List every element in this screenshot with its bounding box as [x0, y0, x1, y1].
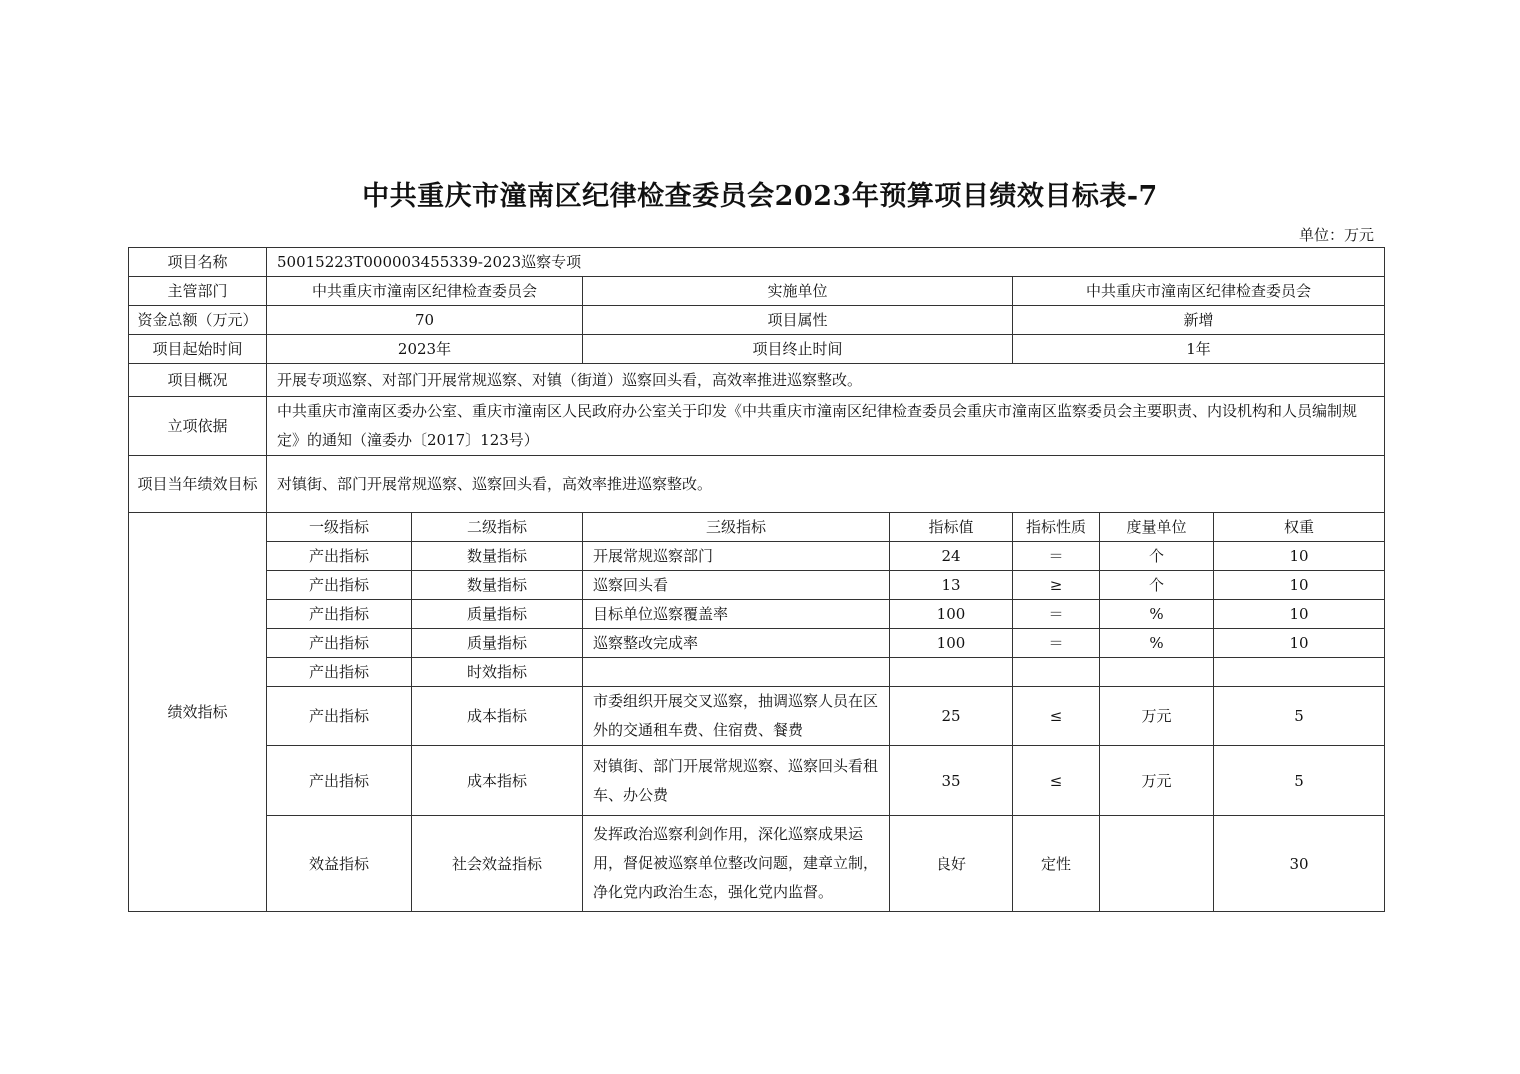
cell-nature: ＝ [1013, 542, 1100, 571]
cell-unit: 万元 [1100, 746, 1214, 816]
cell-l1: 效益指标 [267, 816, 412, 912]
cell-unit: 个 [1100, 542, 1214, 571]
row-fund [129, 306, 1385, 335]
table-row [129, 816, 1385, 912]
end-value: 1年 [1013, 335, 1385, 364]
cell-nature: ≤ [1013, 746, 1100, 816]
header-value: 指标值 [890, 513, 1013, 542]
cell-l3: 对镇街、部门开展常规巡察、巡察回头看租车、办公费 [583, 746, 890, 816]
perf-section-label: 绩效指标 [129, 513, 267, 912]
cell-value: 35 [890, 746, 1013, 816]
cell-weight [1214, 658, 1385, 687]
header-l3: 三级指标 [583, 513, 890, 542]
cell-value: 24 [890, 542, 1013, 571]
row-overview [129, 364, 1385, 397]
impl-label: 实施单位 [583, 277, 1013, 306]
cell-nature: ＝ [1013, 629, 1100, 658]
table-row [129, 571, 1385, 600]
cell-l2: 成本指标 [412, 746, 583, 816]
header-unit: 度量单位 [1100, 513, 1214, 542]
cell-l3: 市委组织开展交叉巡察，抽调巡察人员在区外的交通租车费、住宿费、餐费 [583, 687, 890, 746]
cell-unit [1100, 658, 1214, 687]
cell-nature [1013, 658, 1100, 687]
cell-l3 [583, 658, 890, 687]
cell-weight: 10 [1214, 571, 1385, 600]
cell-unit [1100, 816, 1214, 912]
dept-label: 主管部门 [129, 277, 267, 306]
fund-label: 资金总额（万元） [129, 306, 267, 335]
dept-value: 中共重庆市潼南区纪律检查委员会 [267, 277, 583, 306]
row-goal [129, 456, 1385, 513]
perf-header-row [129, 513, 1385, 542]
start-value: 2023年 [267, 335, 583, 364]
basis-value: 中共重庆市潼南区委办公室、重庆市潼南区人民政府办公室关于印发《中共重庆市潼南区纪律检查委员会重庆市潼南区监察委员会主要职责、内设机构和人员编制规定》的通知（潼委办〔2017〕123号） [267, 397, 1385, 456]
attr-value: 新增 [1013, 306, 1385, 335]
table-row [129, 746, 1385, 816]
table-row [129, 629, 1385, 658]
cell-l2: 质量指标 [412, 629, 583, 658]
goal-value: 对镇街、部门开展常规巡察、巡察回头看，高效率推进巡察整改。 [267, 456, 1385, 513]
table-row [129, 542, 1385, 571]
goal-label: 项目当年绩效目标 [129, 456, 267, 513]
row-dept [129, 277, 1385, 306]
header-weight: 权重 [1214, 513, 1385, 542]
cell-unit: 万元 [1100, 687, 1214, 746]
project-name-value: 50015223T000003455339-2023巡察专项 [267, 248, 1385, 277]
cell-nature: ≤ [1013, 687, 1100, 746]
cell-unit: % [1100, 629, 1214, 658]
attr-label: 项目属性 [583, 306, 1013, 335]
cell-nature: ≥ [1013, 571, 1100, 600]
header-nature: 指标性质 [1013, 513, 1100, 542]
table-row [129, 658, 1385, 687]
cell-value: 100 [890, 600, 1013, 629]
cell-value: 25 [890, 687, 1013, 746]
cell-value [890, 658, 1013, 687]
cell-nature: 定性 [1013, 816, 1100, 912]
cell-weight: 10 [1214, 600, 1385, 629]
table-row [129, 600, 1385, 629]
end-label: 项目终止时间 [583, 335, 1013, 364]
cell-l1: 产出指标 [267, 658, 412, 687]
row-basis [129, 397, 1385, 456]
cell-l3: 发挥政治巡察利剑作用，深化巡察成果运用，督促被巡察单位整改问题，建章立制，净化党内政治生态，强化党内监督。 [583, 816, 890, 912]
cell-weight: 10 [1214, 542, 1385, 571]
cell-l2: 质量指标 [412, 600, 583, 629]
cell-l3: 开展常规巡察部门 [583, 542, 890, 571]
row-time [129, 335, 1385, 364]
cell-weight: 5 [1214, 746, 1385, 816]
cell-l1: 产出指标 [267, 629, 412, 658]
cell-unit: % [1100, 600, 1214, 629]
cell-l1: 产出指标 [267, 746, 412, 816]
unit-label: 单位：万元 [1298, 226, 1374, 244]
impl-value: 中共重庆市潼南区纪律检查委员会 [1013, 277, 1385, 306]
cell-l2: 数量指标 [412, 571, 583, 600]
cell-l3: 目标单位巡察覆盖率 [583, 600, 890, 629]
cell-l2: 数量指标 [412, 542, 583, 571]
cell-nature: ＝ [1013, 600, 1100, 629]
cell-l2: 时效指标 [412, 658, 583, 687]
fund-value: 70 [267, 306, 583, 335]
start-label: 项目起始时间 [129, 335, 267, 364]
overview-value: 开展专项巡察、对部门开展常规巡察、对镇（街道）巡察回头看，高效率推进巡察整改。 [267, 364, 1385, 397]
cell-value: 良好 [890, 816, 1013, 912]
table-row [129, 687, 1385, 746]
project-name-label: 项目名称 [129, 248, 267, 277]
cell-l3: 巡察整改完成率 [583, 629, 890, 658]
performance-table [128, 247, 1385, 912]
row-project-name [129, 248, 1385, 277]
cell-l2: 社会效益指标 [412, 816, 583, 912]
cell-l1: 产出指标 [267, 687, 412, 746]
page-title: 中共重庆市潼南区纪律检查委员会2023年预算项目绩效目标表-7 [362, 181, 1158, 212]
basis-label: 立项依据 [129, 397, 267, 456]
cell-l1: 产出指标 [267, 600, 412, 629]
cell-unit: 个 [1100, 571, 1214, 600]
cell-weight: 5 [1214, 687, 1385, 746]
cell-l3: 巡察回头看 [583, 571, 890, 600]
cell-l1: 产出指标 [267, 571, 412, 600]
cell-weight: 30 [1214, 816, 1385, 912]
cell-weight: 10 [1214, 629, 1385, 658]
overview-label: 项目概况 [129, 364, 267, 397]
header-l2: 二级指标 [412, 513, 583, 542]
cell-value: 100 [890, 629, 1013, 658]
cell-l2: 成本指标 [412, 687, 583, 746]
header-l1: 一级指标 [267, 513, 412, 542]
cell-l1: 产出指标 [267, 542, 412, 571]
cell-value: 13 [890, 571, 1013, 600]
